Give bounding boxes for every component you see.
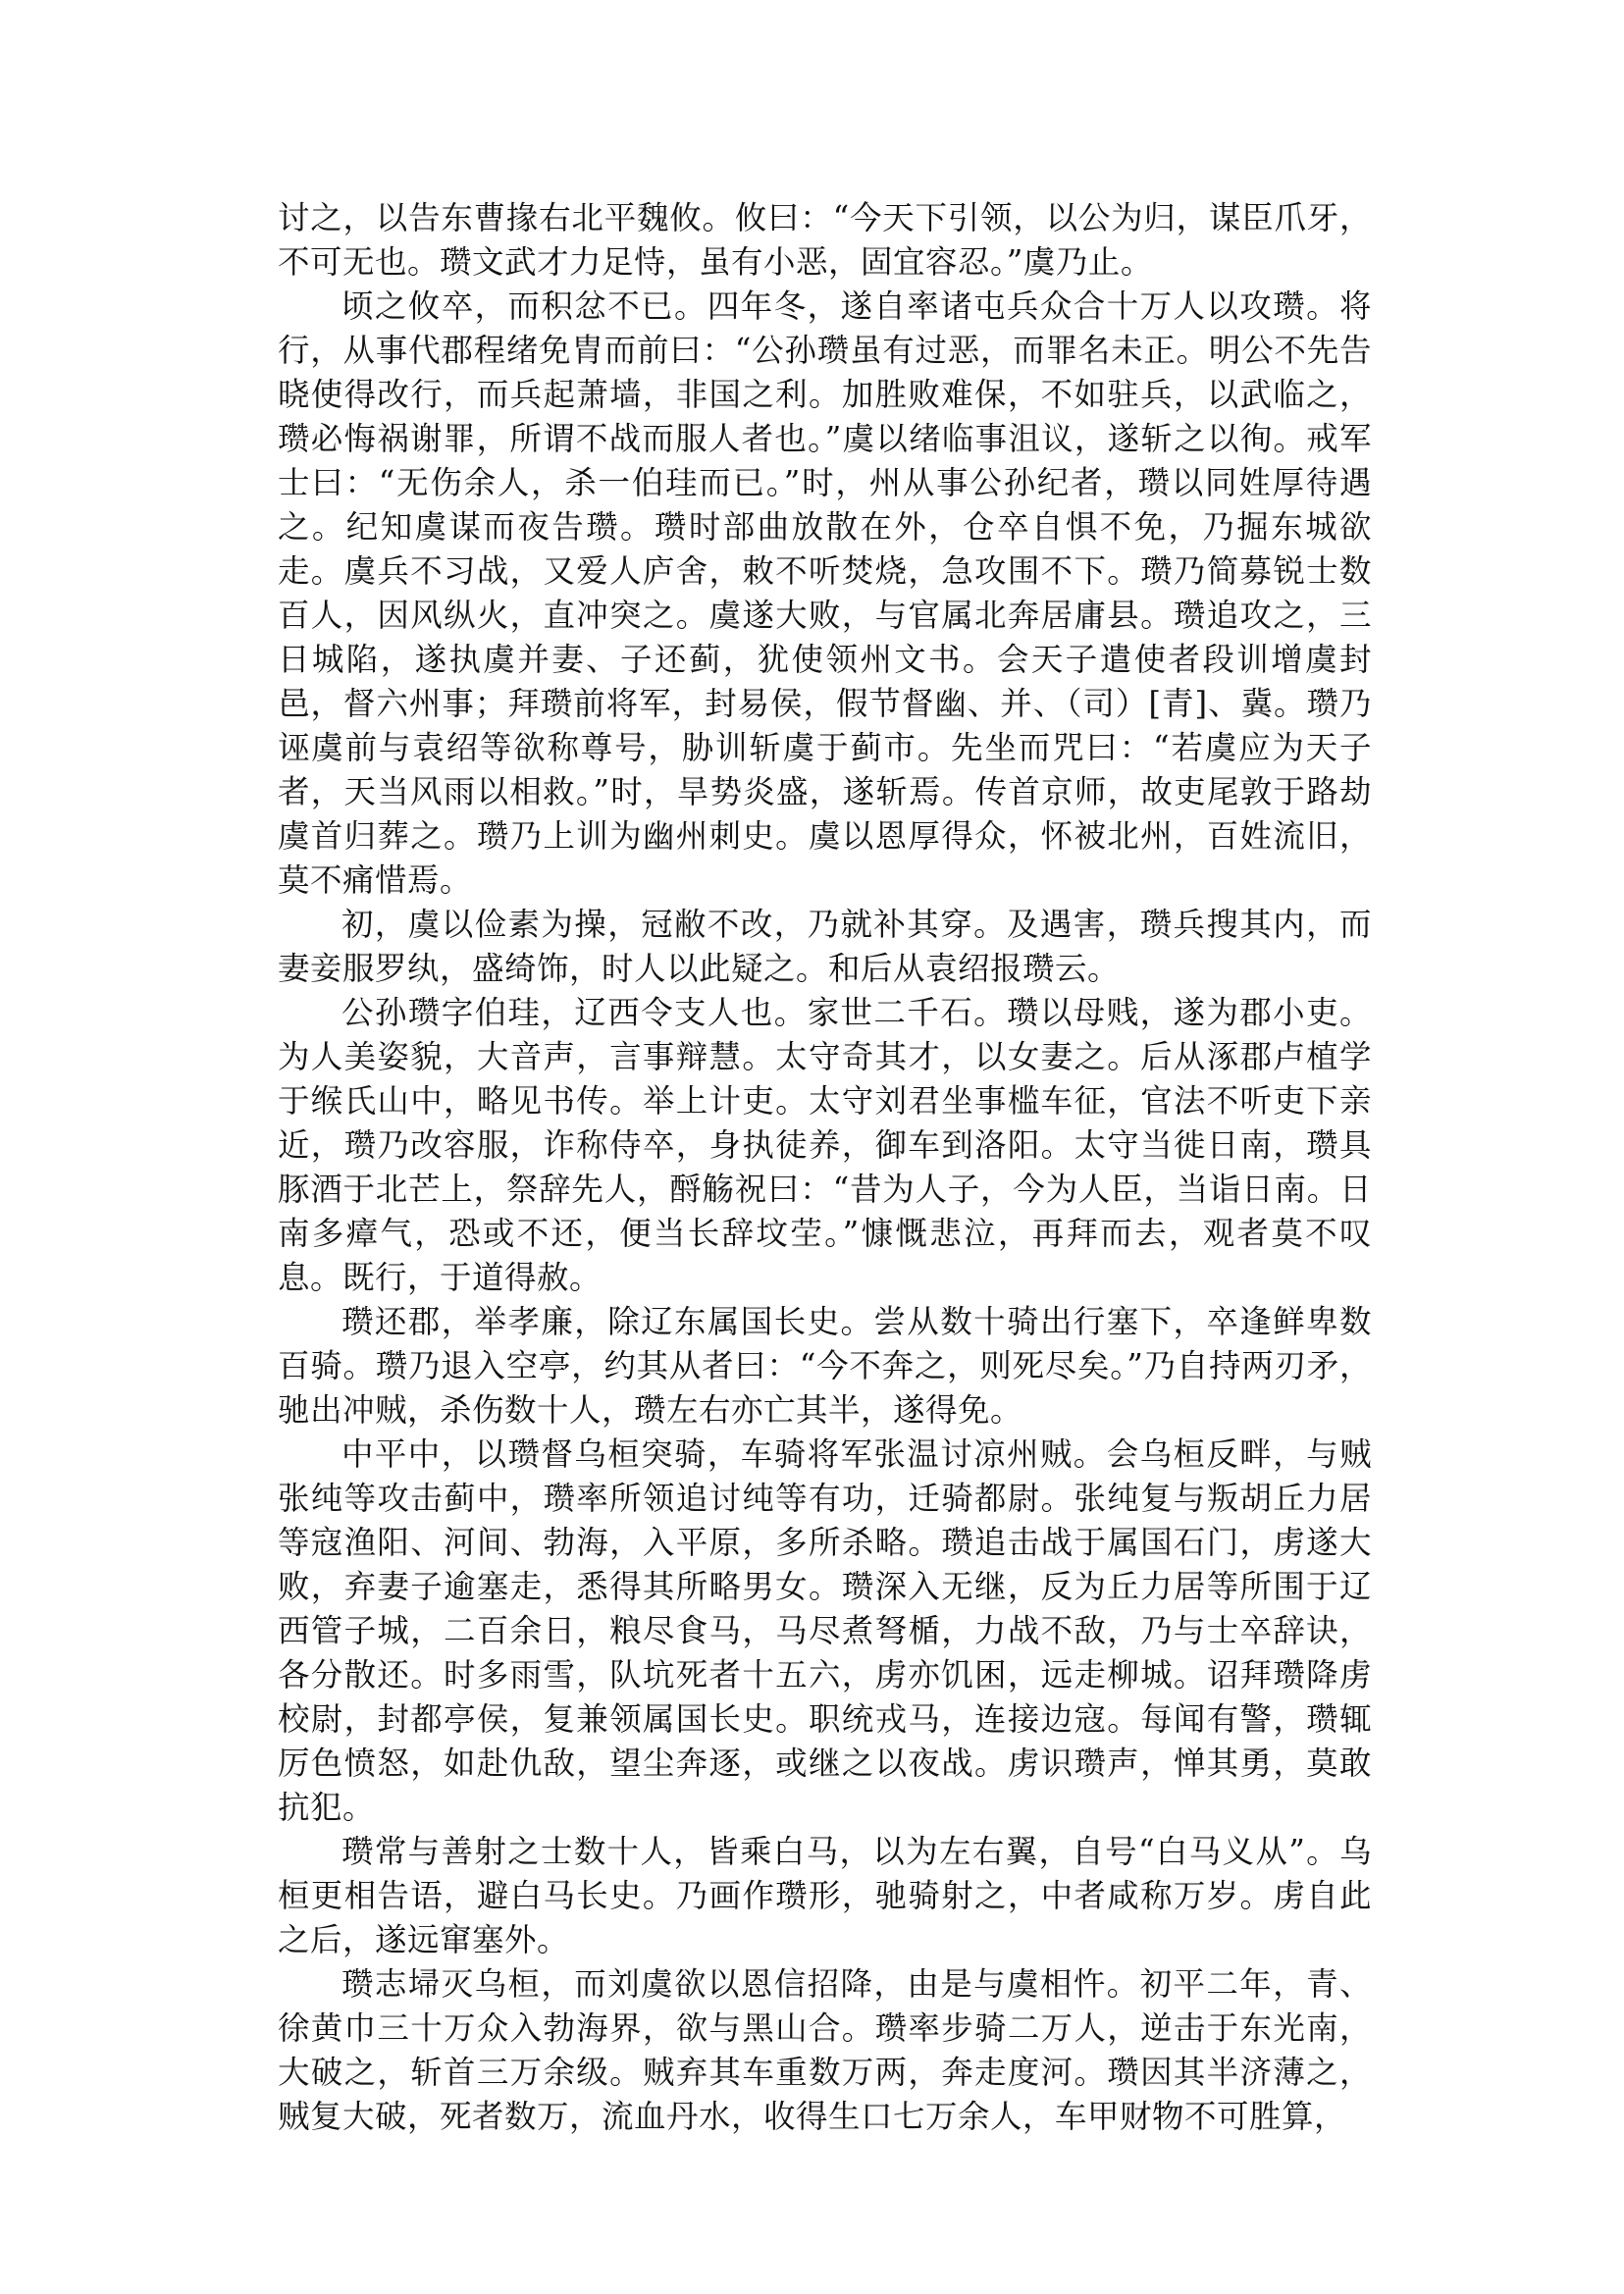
paragraph: 瓒常与善射之士数十人，皆乘白马，以为左右翼，自号“白马义从”。乌桓更相告语，避白马长史。乃画作瓒形，驰骑射之，中者咸称万岁。虏自此之后，遂远窜塞外。 xyxy=(278,1833,1372,1958)
paragraph: 瓒志埽灭乌桓，而刘虞欲以恩信招降，由是与虞相忤。初平二年，青、徐黄巾三十万众入勃海界，欲与黑山合。瓒率步骑二万人，逆击于东光南，大破之，斩首三万余级。贼弃其车重数万两，奔走度河。瓒因其半济薄之，贼复大破，死者数万，流血丹水，收得生口七万余人，车甲财物不可胜算， xyxy=(278,1965,1372,2135)
paragraph-continued: 讨之，以告东曹掾右北平魏攸。攸曰：“今天下引领，以公为归，谋臣爪牙，不可无也。瓒文武才力足恃，虽有小恶，固宜容忍。”虞乃止。 xyxy=(278,199,1372,281)
document-body xyxy=(278,196,1372,2139)
paragraph: 公孙瓒字伯珪，辽西令支人也。家世二千石。瓒以母贱，遂为郡小吏。为人美姿貌，大音声，言事辩慧。太守奇其才，以女妻之。后从涿郡卢植学于缑氏山中，略见书传。举上计吏。太守刘君坐事槛车征，官法不听吏下亲近，瓒乃改容服，诈称侍卒，身执徒养，御车到洛阳。太守当徙日南，瓒具豚酒于北芒上，祭辞先人，酹觞祝曰：“昔为人子，今为人臣，当诣日南。日南多瘴气，恐或不还，便当长辞坟茔。”慷慨悲泣，再拜而去，观者莫不叹息。既行，于道得赦。 xyxy=(278,994,1372,1296)
paragraph: 中平中，以瓒督乌桓突骑，车骑将军张温讨凉州贼。会乌桓反畔，与贼张纯等攻击蓟中，瓒率所领追讨纯等有功，迁骑都尉。张纯复与叛胡丘力居等寇渔阳、河间、勃海，入平原，多所杀略。瓒追击战于属国石门，虏遂大败，弃妻子逾塞走，悉得其所略男女。瓒深入无继，反为丘力居等所围于辽西管子城，二百余日，粮尽食马，马尽煮弩楯，力战不敌，乃与士卒辞诀，各分散还。时多雨雪，队坑死者十五六，虏亦饥困，远走柳城。诏拜瓒降虏校尉，封都亭侯，复兼领属国长史。职统戎马，连接边寇。每闻有警，瓒辄厉色愤怒，如赴仇敌，望尘奔逐，或继之以夜战。虏识瓒声，惮其勇，莫敢抗犯。 xyxy=(278,1435,1372,1826)
paragraph: 顷之攸卒，而积忿不已。四年冬，遂自率诸屯兵众合十万人以攻瓒。将行，从事代郡程绪免胄而前曰：“公孙瓒虽有过恶，而罪名未正。明公不先告晓使得改行，而兵起萧墙，非国之利。加胜败难保，不如驻兵，以武临之，瓒必悔祸谢罪，所谓不战而服人者也。”虞以绪临事沮议，遂斩之以徇。戒军士曰：“无伤余人，杀一伯珪而已。”时，州从事公孙纪者，瓒以同姓厚待遇之。纪知虞谋而夜告瓒。瓒时部曲放散在外，仓卒自惧不免，乃掘东城欲走。虞兵不习战，又爱人庐舍，敕不听焚烧，急攻围不下。瓒乃简募锐士数百人，因风纵火，直冲突之。虞遂大败，与官属北奔居庸县。瓒追攻之，三日城陷，遂执虞并妻、子还蓟，犹使领州文书。会天子遣使者段训增虞封邑，督六州事；拜瓒前将军，封易侯，假节督幽、并、（司）[青]、冀。瓒乃诬虞前与袁绍等欲称尊号，胁训斩虞于蓟市。先坐而咒曰：“若虞应为天子者，天当风雨以相救。”时，旱势炎盛，遂斩焉。传首京师，故吏尾敦于路劫虞首归葬之。瓒乃上训为幽州刺史。虞以恩厚得众，怀被北州，百姓流旧，莫不痛惜焉。 xyxy=(278,287,1372,899)
paragraph: 初，虞以俭素为操，冠敝不改，乃就补其穿。及遇害，瓒兵搜其内，而妻妾服罗纨，盛绮饰，时人以此疑之。和后从袁绍报瓒云。 xyxy=(278,906,1372,987)
paragraph: 瓒还郡，举孝廉，除辽东属国长史。尝从数十骑出行塞下，卒逢鲜卑数百骑。瓒乃退入空亭，约其从者曰：“今不奔之，则死尽矣。”乃自持两刃矛，驰出冲贼，杀伤数十人，瓒左右亦亡其半，遂得免。 xyxy=(278,1303,1372,1429)
